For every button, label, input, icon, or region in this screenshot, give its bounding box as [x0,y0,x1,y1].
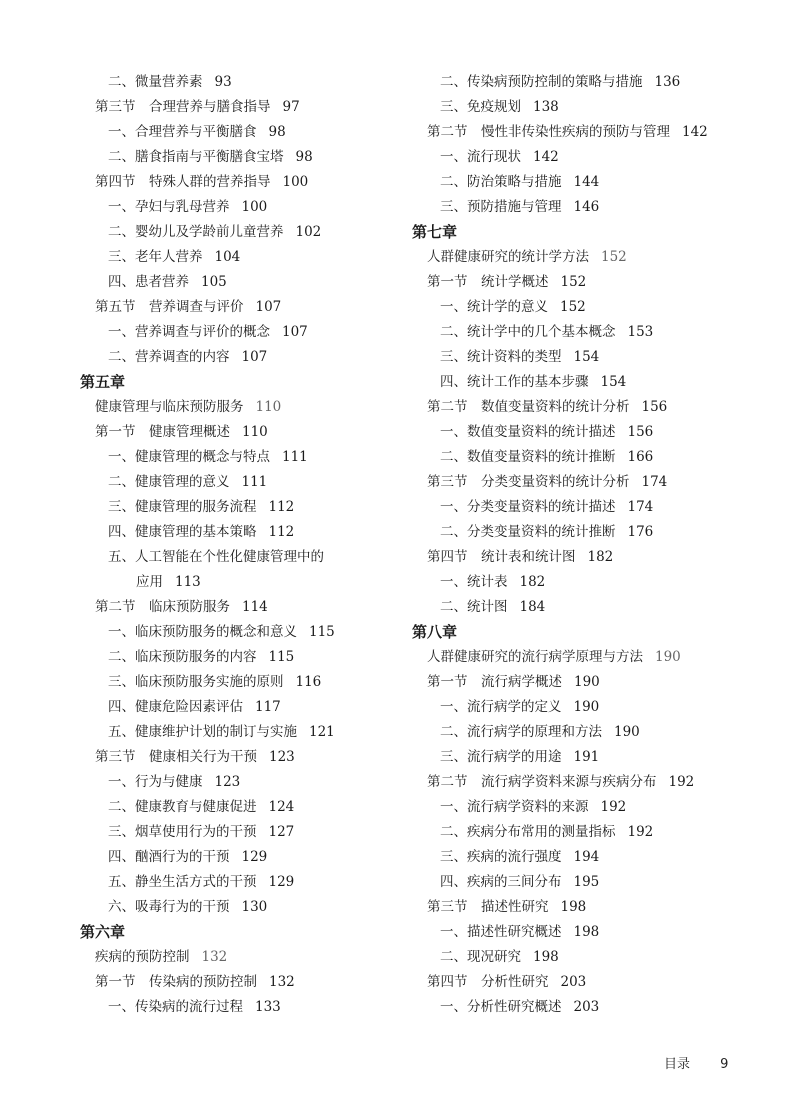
toc-page-number: 112 [268,499,295,515]
toc-page-number: 129 [241,849,268,865]
toc-page-number: 121 [309,724,335,740]
toc-page-number: 105 [201,274,227,290]
page-footer [664,1053,728,1072]
toc-page-number: 154 [573,349,600,365]
toc-chapter-heading [412,220,792,245]
toc-entry-text: 三、临床预防服务实施的原则 [108,674,284,690]
toc-page-number: 190 [573,699,600,715]
toc-section [412,470,792,495]
toc-item [412,820,792,845]
toc-entry-text: 二、传染病预防控制的策略与措施 [440,74,643,90]
toc-entry-text: 二、健康管理的意义 [108,474,230,490]
toc-entry-text: 一、数值变量资料的统计描述 [440,424,616,440]
toc-page-number: 98 [295,149,313,165]
toc-entry-text: 第二节 流行病学资料来源与疾病分布 [427,774,657,790]
toc-entry-text: 一、流行病学的定义 [440,699,562,715]
toc-item [412,570,792,595]
toc-page-number: 136 [654,74,681,90]
toc-page-number: 194 [573,849,600,865]
toc-item [80,720,400,745]
toc-section [412,270,792,295]
toc-entry-text: 第二节 数值变量资料的统计分析 [427,399,630,415]
toc-item [412,845,792,870]
toc-page-number: 174 [641,474,668,490]
toc-entry-text: 四、酗酒行为的干预 [108,849,230,865]
toc-entry-text: 人群健康研究的流行病学原理与方法 [427,649,643,665]
toc-section [412,670,792,695]
toc-entry-text: 第七章 [412,223,458,241]
toc-entry-text: 一、分类变量资料的统计描述 [440,499,616,515]
toc-entry-text: 二、疾病分布常用的测量指标 [440,824,616,840]
toc-item [412,195,792,220]
toc-item [80,770,400,795]
toc-item [80,220,400,245]
toc-chapter-title [412,645,792,670]
toc-item [80,670,400,695]
toc-page-number: 107 [282,324,308,340]
toc-section [80,595,400,620]
toc-item [80,70,400,95]
toc-chapter-title [80,395,400,420]
toc-item [412,145,792,170]
toc-entry-text: 四、健康危险因素评估 [108,699,243,715]
toc-item [80,195,400,220]
toc-page-number: 116 [295,674,322,690]
toc-page-number: 190 [574,674,600,690]
toc-entry-text: 第三节 合理营养与膳食指导 [95,99,271,115]
toc-item [80,695,400,720]
toc-entry-text: 第一节 流行病学概述 [427,674,562,690]
toc-chapter-heading [412,620,792,645]
toc-section [412,545,792,570]
toc-item [412,520,792,545]
toc-entry-text: 第三节 分类变量资料的统计分析 [427,474,630,490]
toc-entry-text: 第三节 健康相关行为干预 [95,749,257,765]
toc-page-number: 110 [242,424,268,440]
toc-page-number: 192 [600,799,627,815]
toc-page-number: 107 [241,349,268,365]
toc-section [412,120,792,145]
toc-entry-text: 二、分类变量资料的统计推断 [440,524,616,540]
toc-page-number: 107 [255,299,282,315]
toc-item [412,995,792,1020]
toc-chapter-heading [80,920,400,945]
toc-item [412,745,792,770]
toc-entry-text: 二、统计图 [440,599,508,615]
toc-page-number: 113 [175,574,201,590]
toc-page-number: 100 [282,174,309,190]
toc-entry-text: 五、静坐生活方式的干预 [108,874,257,890]
toc-entry-text: 第四节 统计表和统计图 [427,549,576,565]
toc-entry-text: 第二节 慢性非传染性疾病的预防与管理 [427,124,670,140]
toc-page-number: 153 [627,324,654,340]
toc-page-number: 190 [655,649,681,665]
toc-page-number: 112 [268,524,295,540]
toc-item [412,870,792,895]
toc-entry-text: 一、合理营养与平衡膳食 [108,124,257,140]
toc-entry-text: 疾病的预防控制 [95,949,190,965]
toc-item [412,95,792,120]
toc-item [80,470,400,495]
toc-item [412,945,792,970]
toc-entry-text: 一、临床预防服务的概念和意义 [108,624,297,640]
toc-item [80,545,400,570]
toc-entry-text: 二、婴幼儿及学龄前儿童营养 [108,224,284,240]
toc-entry-text: 三、统计资料的类型 [440,349,562,365]
toc-item [80,245,400,270]
toc-page-number: 132 [269,974,295,990]
toc-page-number: 166 [627,449,654,465]
toc-entry-text: 五、人工智能在个性化健康管理中的 [108,549,324,565]
toc-page-number: 123 [214,774,241,790]
toc-entry-text: 一、统计表 [440,574,508,590]
toc-entry-text: 第六章 [80,923,126,941]
toc-item [412,420,792,445]
toc-page-number: 146 [573,199,600,215]
toc-entry-text: 二、临床预防服务的内容 [108,649,257,665]
toc-entry-text: 二、膳食指南与平衡膳食宝塔 [108,149,284,165]
toc-entry-text: 一、传染病的流行过程 [108,999,243,1015]
footer-page-number: 9 [720,1057,729,1072]
toc-item [412,695,792,720]
toc-section [80,95,400,120]
toc-entry-text: 第四节 特殊人群的营养指导 [95,174,271,190]
toc-entry-text: 第二节 临床预防服务 [95,599,230,615]
toc-page-number: 115 [309,624,335,640]
toc-item [80,345,400,370]
toc-entry-text: 四、统计工作的基本步骤 [440,374,589,390]
toc-page-number: 102 [295,224,322,240]
toc-entry-text: 第三节 描述性研究 [427,899,549,915]
toc-section [80,170,400,195]
toc-item [412,445,792,470]
toc-entry-text: 第四节 分析性研究 [427,974,549,990]
toc-entry-text: 三、疾病的流行强度 [440,849,562,865]
toc-item [412,920,792,945]
toc-item [80,320,400,345]
toc-item-continuation [80,570,400,595]
toc-page-number: 127 [268,824,295,840]
toc-entry-text: 第一节 统计学概述 [427,274,549,290]
toc-page-number: 138 [533,99,559,115]
toc-item [80,645,400,670]
toc-item [80,270,400,295]
toc-page-number: 198 [533,949,559,965]
toc-entry-text: 三、烟草使用行为的干预 [108,824,257,840]
toc-page-number: 124 [268,799,295,815]
toc-page-number: 191 [573,749,600,765]
toc-section [80,295,400,320]
toc-item [412,720,792,745]
toc-entry-text: 二、现况研究 [440,949,521,965]
toc-page-number: 195 [573,874,600,890]
toc-item [80,870,400,895]
toc-entry-text: 一、统计学的意义 [440,299,548,315]
toc-section [412,395,792,420]
toc-item [412,795,792,820]
toc-section [80,745,400,770]
toc-entry-text: 第一节 健康管理概述 [95,424,230,440]
toc-entry-text: 应用 [136,574,163,590]
toc-item [412,320,792,345]
toc-item [412,170,792,195]
toc-entry-text: 二、流行病学的原理和方法 [440,724,602,740]
toc-page-number: 152 [560,299,586,315]
toc-entry-text: 四、患者营养 [108,274,189,290]
toc-item [412,595,792,620]
toc-entry-text: 第五节 营养调查与评价 [95,299,244,315]
toc-entry-text: 一、描述性研究概述 [440,924,562,940]
toc-entry-text: 一、流行病学资料的来源 [440,799,589,815]
toc-entry-text: 一、流行现状 [440,149,521,165]
toc-entry-text: 二、防治策略与措施 [440,174,562,190]
toc-page-number: 156 [641,399,668,415]
toc-item [80,445,400,470]
toc-entry-text: 一、孕妇与乳母营养 [108,199,230,215]
toc-entry-text: 一、营养调查与评价的概念 [108,324,270,340]
toc-page-number: 133 [255,999,281,1015]
toc-entry-text: 一、分析性研究概述 [440,999,562,1015]
toc-entry-text: 三、预防措施与管理 [440,199,562,215]
toc-entry-text: 第五章 [80,373,126,391]
toc-page-number: 174 [627,499,654,515]
toc-chapter-title [80,945,400,970]
toc-section [412,970,792,995]
toc-item [80,120,400,145]
toc-chapter-heading [80,370,400,395]
toc-entry-text: 四、疾病的三间分布 [440,874,562,890]
toc-page-number: 123 [269,749,295,765]
toc-page-number: 111 [241,474,268,490]
toc-page-number: 192 [627,824,654,840]
toc-section [80,970,400,995]
toc-page-number: 129 [268,874,295,890]
toc-entry-text: 一、行为与健康 [108,774,203,790]
toc-page-number: 144 [573,174,600,190]
toc-entry-text: 三、流行病学的用途 [440,749,562,765]
footer-label: 目录 [664,1057,691,1072]
toc-page-number: 115 [268,649,295,665]
toc-page-number: 176 [627,524,654,540]
toc-page-number: 130 [241,899,268,915]
toc-section [412,770,792,795]
toc-entry-text: 第八章 [412,623,458,641]
toc-page-number: 114 [242,599,268,615]
toc-item [412,345,792,370]
toc-chapter-title [412,245,792,270]
toc-item [412,295,792,320]
toc-page-number: 104 [214,249,241,265]
toc-page-number: 93 [214,74,232,90]
toc-left-column [80,70,400,1020]
toc-entry-text: 二、微量营养素 [108,74,203,90]
toc-page-number: 100 [241,199,268,215]
toc-item [412,70,792,95]
toc-item [80,520,400,545]
toc-entry-text: 二、数值变量资料的统计推断 [440,449,616,465]
toc-right-column [412,70,792,1020]
toc-entry-text: 五、健康维护计划的制订与实施 [108,724,297,740]
toc-entry-text: 二、统计学中的几个基本概念 [440,324,616,340]
toc-entry-text: 二、营养调查的内容 [108,349,230,365]
toc-entry-text: 第一节 传染病的预防控制 [95,974,257,990]
toc-page-number: 98 [268,124,286,140]
toc-page-number: 142 [682,124,708,140]
toc-page-number: 198 [560,899,587,915]
toc-page-number: 156 [627,424,654,440]
toc-page-number: 154 [600,374,627,390]
toc-page-number: 190 [614,724,640,740]
toc-entry-text: 四、健康管理的基本策略 [108,524,257,540]
toc-page-number: 110 [255,399,282,415]
toc-entry-text: 三、健康管理的服务流程 [108,499,257,515]
toc-item [80,895,400,920]
toc-page-number: 132 [201,949,228,965]
toc-page-number: 111 [282,449,308,465]
toc-item [80,620,400,645]
toc-page-number: 203 [560,974,587,990]
toc-section [412,895,792,920]
toc-page-number: 198 [573,924,600,940]
toc-page-number: 182 [587,549,614,565]
toc-entry-text: 六、吸毒行为的干预 [108,899,230,915]
toc-page-number: 142 [533,149,559,165]
toc-item [412,495,792,520]
toc-page-number: 182 [519,574,546,590]
toc-page-number: 192 [668,774,695,790]
toc-page-number: 117 [255,699,281,715]
toc-item [412,370,792,395]
toc-entry-text: 三、免疫规划 [440,99,521,115]
toc-page-number: 203 [573,999,600,1015]
toc-page-number: 97 [282,99,300,115]
toc-entry-text: 健康管理与临床预防服务 [95,399,244,415]
toc-page-number: 152 [560,274,587,290]
toc-item [80,845,400,870]
toc-item [80,795,400,820]
toc-item [80,995,400,1020]
toc-entry-text: 人群健康研究的统计学方法 [427,249,589,265]
toc-item [80,145,400,170]
toc-page-number: 152 [601,249,627,265]
toc-entry-text: 一、健康管理的概念与特点 [108,449,270,465]
toc-entry-text: 二、健康教育与健康促进 [108,799,257,815]
toc-section [80,420,400,445]
toc-item [80,820,400,845]
toc-item [80,495,400,520]
toc-entry-text: 三、老年人营养 [108,249,203,265]
toc-page-number: 184 [519,599,546,615]
